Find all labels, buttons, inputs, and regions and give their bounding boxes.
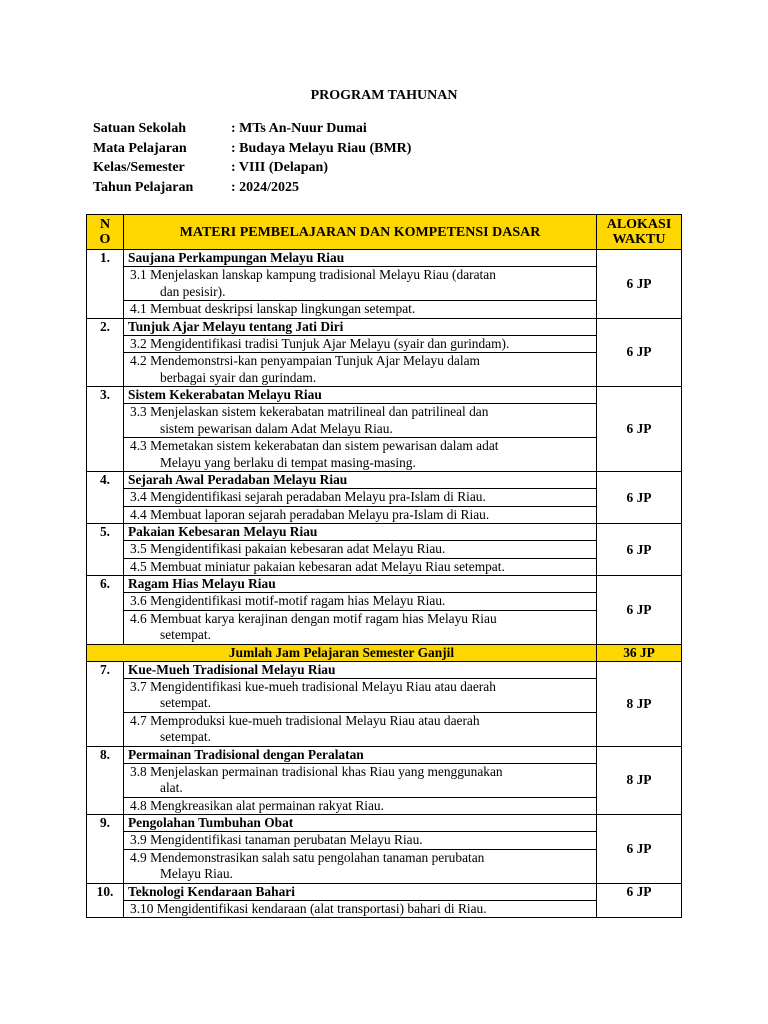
table-row (87, 815, 682, 832)
unit-allocation: 6 JP (597, 250, 682, 319)
competency-text-continued: alat. (160, 780, 183, 795)
table-row (87, 610, 682, 644)
table-row (87, 541, 682, 559)
competency-cell (124, 558, 597, 576)
table-row (87, 404, 682, 438)
unit-allocation: 6 JP (597, 815, 682, 884)
info-label: Tahun Pelajaran (93, 179, 194, 195)
competency-text: 4.7 Memproduksi kue-mueh tradisional Melayu Riau atau daerah (130, 712, 480, 728)
competency-text: 3.10 Mengidentifikasi kendaraan (alat transportasi) bahari di Riau. (130, 900, 487, 916)
competency-text: 4.5 Membuat miniatur pakaian kebesaran adat Melayu Riau setempat. (130, 558, 505, 574)
competency-cell (124, 763, 597, 797)
competency-text: 3.4 Mengidentifikasi sejarah peradaban Melayu pra-Islam di Riau. (130, 489, 486, 504)
competency-text: 4.3 Memetakan sistem kekerabatan dan sistem pewarisan dalam adat (130, 438, 499, 453)
competency-cell (124, 678, 597, 712)
unit-topic: Pengolahan Tumbuhan Obat (124, 815, 597, 832)
competency-cell (124, 797, 597, 815)
competency-cell (124, 610, 597, 644)
competency-text-continued: Melayu Riau. (160, 866, 233, 881)
table-row (87, 763, 682, 797)
table-row (87, 524, 682, 541)
table-row (87, 849, 682, 883)
header-no-line2: O (99, 232, 111, 247)
unit-allocation: 6 JP (597, 387, 682, 472)
table-row (87, 832, 682, 850)
competency-text: 3.5 Mengidentifikasi pakaian kebesaran adat Melayu Riau. (130, 541, 446, 556)
competency-cell (124, 541, 597, 559)
competency-text-continued: Melayu yang berlaku di tempat masing-masing. (160, 454, 416, 470)
unit-number: 5. (87, 524, 124, 576)
table-row (87, 301, 682, 319)
info-label: Kelas/Semester (93, 160, 185, 175)
unit-number: 3. (87, 387, 124, 472)
unit-topic: Saujana Perkampungan Melayu Riau (124, 250, 597, 267)
table-row (87, 712, 682, 746)
table-row (87, 489, 682, 507)
info-row-year (93, 178, 411, 198)
total-row (87, 644, 682, 661)
competency-cell (124, 267, 597, 301)
competency-text: 4.1 Membuat deskripsi lanskap lingkungan setempat. (130, 301, 416, 316)
info-value: : 2024/2025 (231, 179, 300, 195)
unit-allocation: 6 JP (597, 883, 682, 918)
competency-cell (124, 506, 597, 524)
unit-topic: Ragam Hias Melayu Riau (124, 576, 597, 593)
info-value: : VIII (Delapan) (231, 160, 328, 175)
competency-cell (124, 900, 597, 918)
table-row (87, 387, 682, 404)
table-row (87, 593, 682, 611)
competency-cell (124, 832, 597, 850)
table-row (87, 797, 682, 815)
info-row-school (93, 119, 411, 139)
document-info (93, 119, 411, 197)
table-row (87, 353, 682, 387)
competency-text: 4.2 Mendemonstrsi-kan penyampaian Tunjuk Ajar Melayu dalam (130, 353, 480, 368)
program-table (86, 214, 682, 918)
unit-number: 10. (87, 883, 124, 918)
competency-text: 3.1 Menjelaskan lanskap kampung tradisional Melayu Riau (daratan (130, 267, 496, 282)
table-row (87, 558, 682, 576)
competency-text-continued: berbagai syair dan gurindam. (160, 369, 317, 385)
table-body-semester-genap (87, 661, 682, 918)
table-row (87, 318, 682, 335)
unit-number: 7. (87, 661, 124, 746)
header-no (87, 215, 124, 250)
unit-topic: Pakaian Kebesaran Melayu Riau (124, 524, 597, 541)
table-total-section (87, 644, 682, 661)
unit-allocation: 8 JP (597, 661, 682, 746)
competency-text-continued: dan pesisir). (160, 283, 226, 299)
competency-text-continued: setempat. (160, 729, 211, 744)
unit-topic: Sistem Kekerabatan Melayu Riau (124, 387, 597, 404)
unit-number: 9. (87, 815, 124, 884)
competency-text: 4.6 Membuat karya kerajinan dengan motif ragam hias Melayu Riau (130, 610, 497, 626)
table-row (87, 250, 682, 267)
total-value: 36 JP (597, 644, 682, 661)
info-value: : Budaya Melayu Riau (BMR) (231, 140, 412, 156)
total-label: Jumlah Jam Pelajaran Semester Ganjil (87, 644, 597, 661)
competency-text: 3.6 Mengidentifikasi motif-motif ragam hias Melayu Riau. (130, 593, 446, 608)
page-title: PROGRAM TAHUNAN (310, 88, 458, 103)
table-row (87, 506, 682, 524)
table-row (87, 883, 682, 900)
competency-text: 4.8 Mengkreasikan alat permainan rakyat Riau. (130, 797, 384, 813)
table-row (87, 335, 682, 353)
header-materi: MATERI PEMBELAJARAN DAN KOMPETENSI DASAR (124, 215, 597, 250)
table-header-row (87, 215, 682, 250)
unit-number: 6. (87, 576, 124, 645)
unit-allocation: 6 JP (597, 576, 682, 645)
competency-text-continued: setempat. (160, 695, 211, 710)
info-label: Mata Pelajaran (93, 140, 187, 156)
competency-text-continued: setempat. (160, 627, 211, 642)
info-row-class (93, 158, 411, 178)
unit-allocation: 6 JP (597, 318, 682, 387)
unit-allocation: 6 JP (597, 524, 682, 576)
unit-number: 2. (87, 318, 124, 387)
competency-cell (124, 301, 597, 319)
table-row (87, 661, 682, 678)
table-row (87, 438, 682, 472)
competency-cell (124, 353, 597, 387)
info-row-subject (93, 139, 411, 159)
info-value: : MTs An-Nuur Dumai (231, 121, 367, 136)
table-row (87, 576, 682, 593)
unit-number: 4. (87, 472, 124, 524)
unit-topic: Permainan Tradisional dengan Peralatan (124, 746, 597, 763)
competency-cell (124, 489, 597, 507)
table-row (87, 267, 682, 301)
competency-text: 3.9 Mengidentifikasi tanaman perubatan Melayu Riau. (130, 832, 423, 847)
competency-text: 3.2 Mengidentifikasi tradisi Tunjuk Ajar Melayu (syair dan gurindam). (130, 335, 510, 351)
unit-allocation: 6 JP (597, 472, 682, 524)
unit-topic: Tunjuk Ajar Melayu tentang Jati Diri (124, 318, 597, 335)
header-no-line1: N (99, 217, 111, 232)
competency-cell (124, 593, 597, 611)
table-row (87, 472, 682, 489)
competency-cell (124, 849, 597, 883)
competency-cell (124, 712, 597, 746)
unit-number: 1. (87, 250, 124, 319)
unit-topic: Kue-Mueh Tradisional Melayu Riau (124, 661, 597, 678)
competency-text: 3.7 Mengidentifikasi kue-mueh tradisional Melayu Riau atau daerah (130, 678, 496, 694)
table-row (87, 746, 682, 763)
unit-allocation: 8 JP (597, 746, 682, 815)
competency-text: 3.8 Menjelaskan permainan tradisional khas Riau yang menggunakan (130, 763, 503, 779)
unit-topic: Teknologi Kendaraan Bahari (124, 883, 597, 900)
competency-cell (124, 404, 597, 438)
competency-text: 4.4 Membuat laporan sejarah peradaban Melayu pra-Islam di Riau. (130, 506, 490, 522)
competency-text-continued: sistem pewarisan dalam Adat Melayu Riau. (160, 420, 393, 436)
header-alokasi-line1: ALOKASI (606, 217, 672, 232)
competency-text: 3.3 Menjelaskan sistem kekerabatan matrilineal dan patrilineal dan (130, 404, 489, 419)
table-row (87, 678, 682, 712)
unit-number: 8. (87, 746, 124, 815)
competency-cell (124, 438, 597, 472)
header-alokasi-line2: WAKTU (612, 232, 666, 247)
unit-topic: Sejarah Awal Peradaban Melayu Riau (124, 472, 597, 489)
competency-text: 4.9 Mendemonstrasikan salah satu pengolahan tanaman perubatan (130, 849, 485, 865)
table-body-semester-ganjil (87, 250, 682, 645)
info-label: Satuan Sekolah (93, 121, 186, 136)
table-row (87, 900, 682, 918)
header-alokasi (597, 215, 682, 250)
competency-cell (124, 335, 597, 353)
